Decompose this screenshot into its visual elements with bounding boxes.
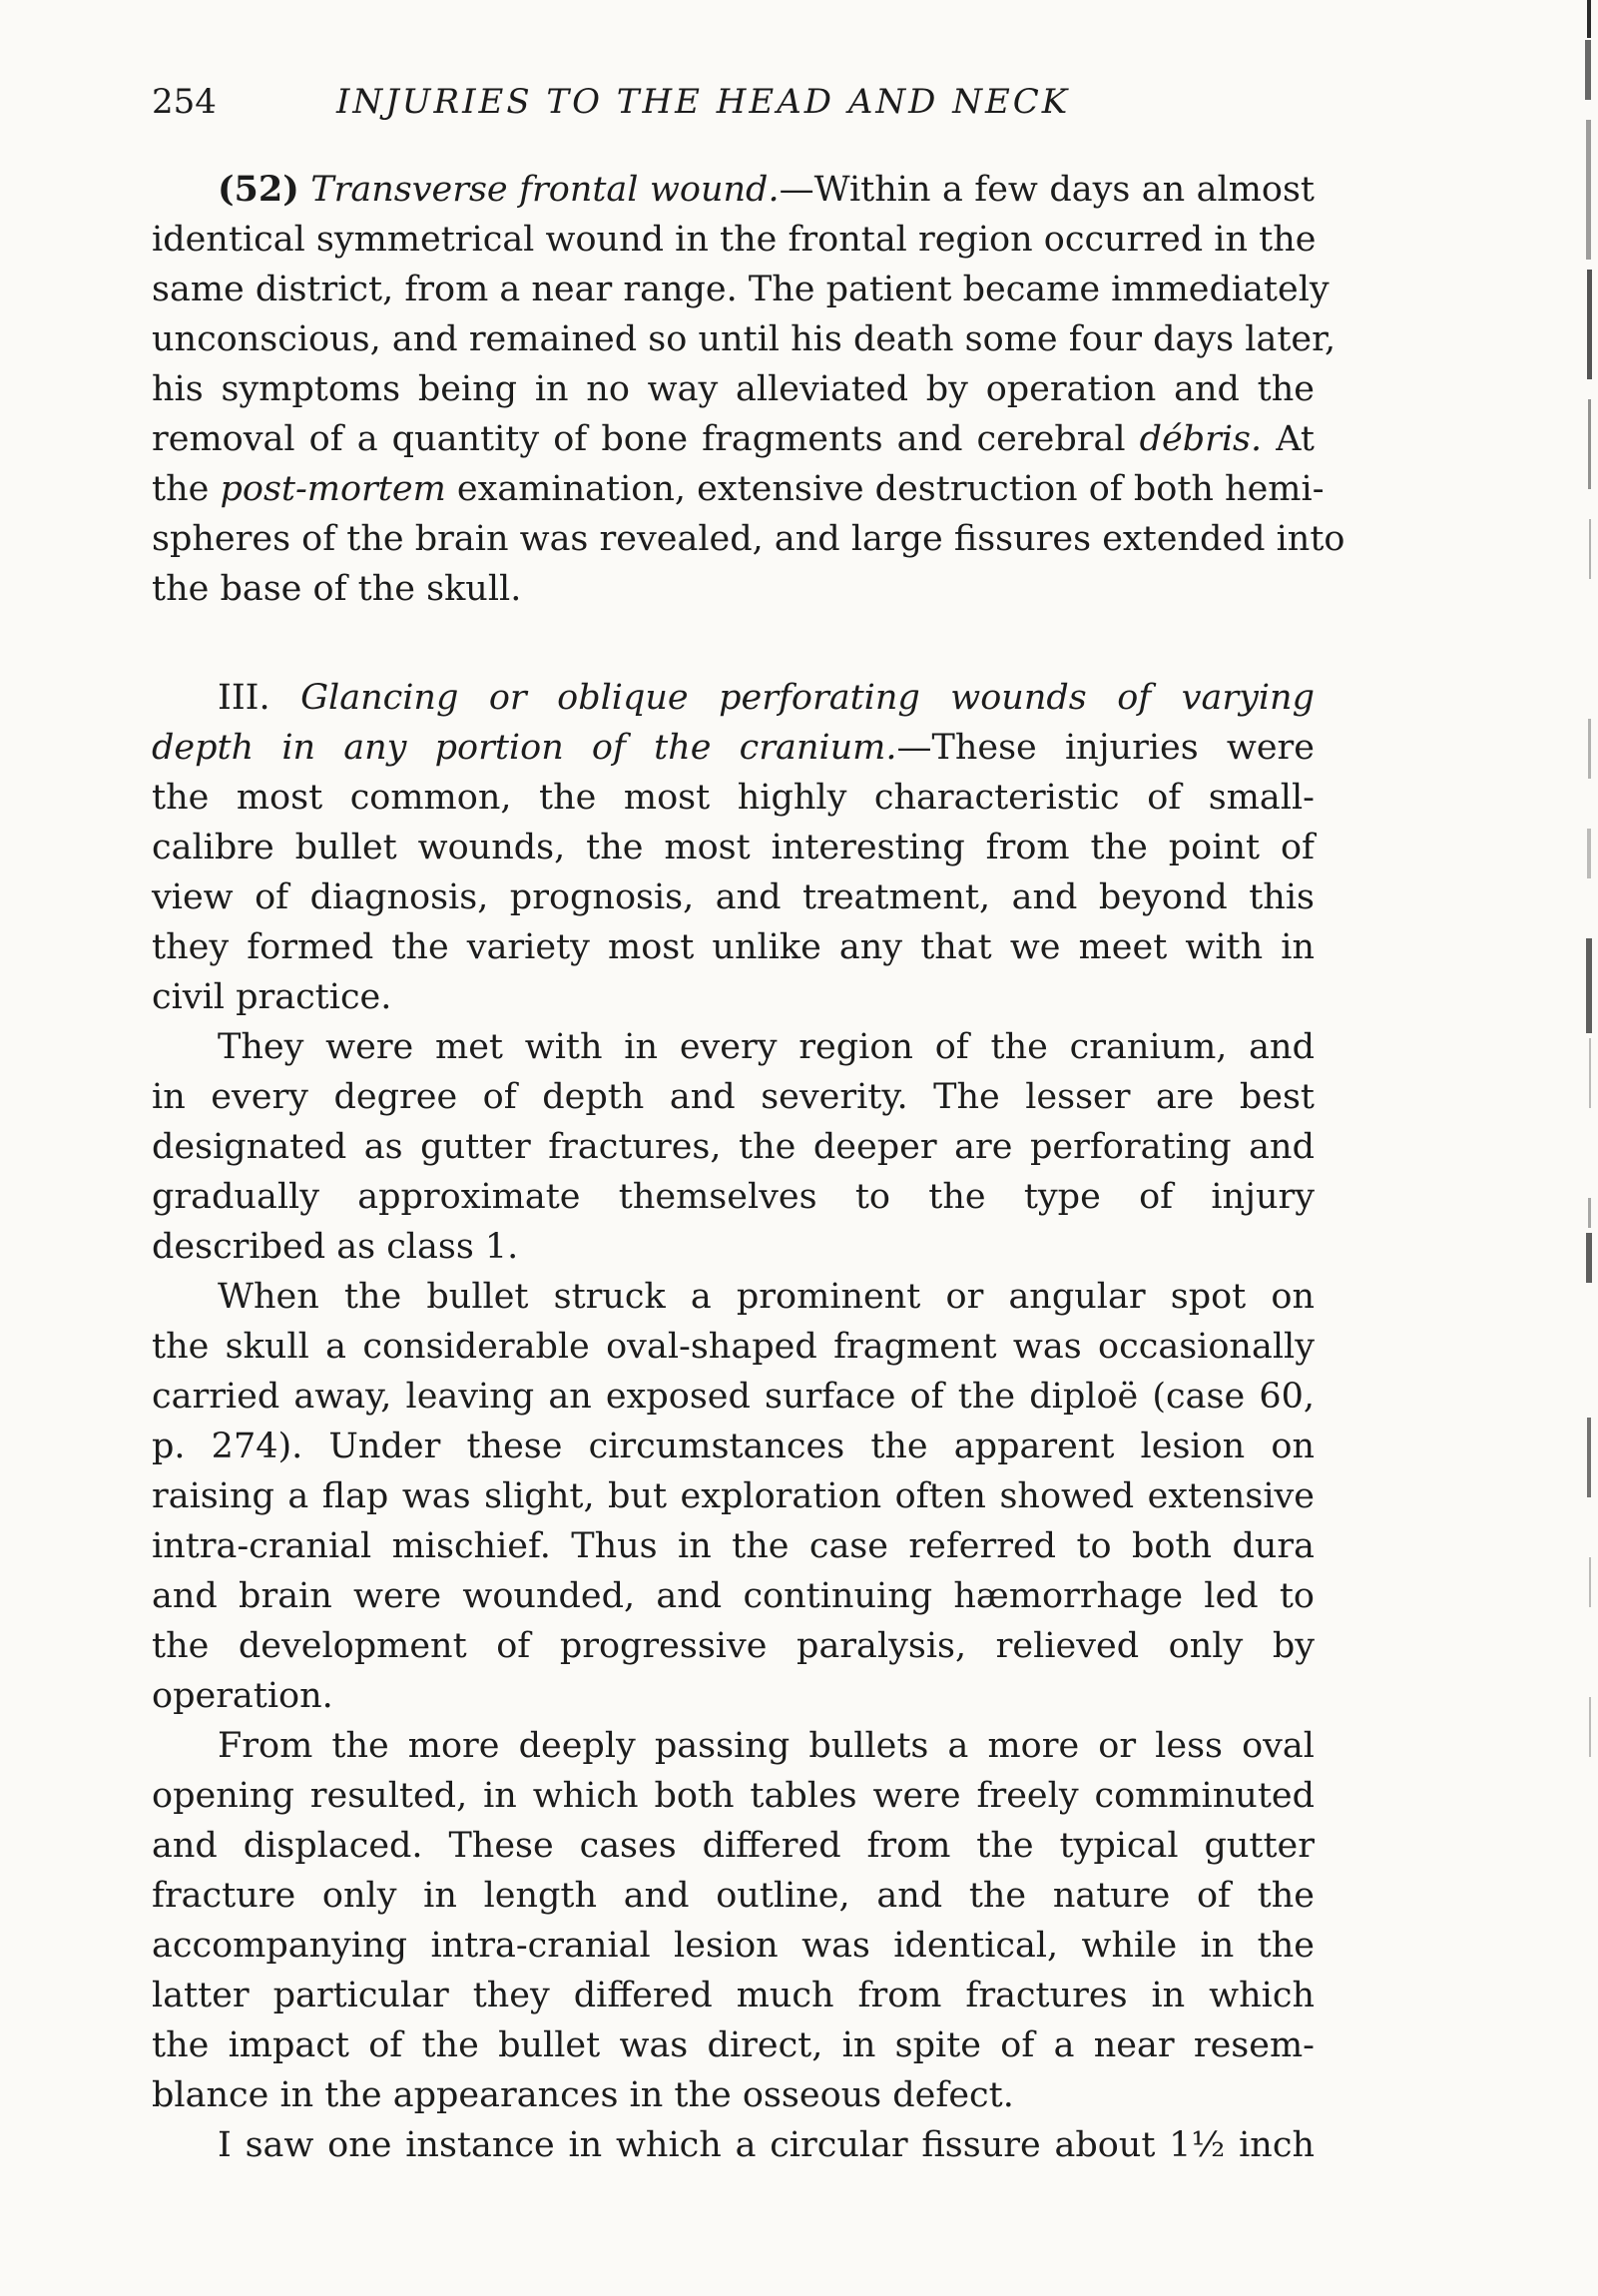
text-line: I saw one instance in which a circular fissure about 1½ inch [218, 2125, 1315, 2165]
text-line: depth in any portion of the cranium.—These injuries were [152, 728, 1316, 768]
scan-edge-marks [1569, 0, 1598, 2296]
case-title: Transverse frontal wound. [310, 170, 780, 210]
text-line: p. 274). Under these circumstances the apparent lesion on [152, 1427, 1315, 1466]
text-line: identical symmetrical wound in the frontal region occurred in the [152, 220, 1317, 260]
running-title: INJURIES TO THE HEAD AND NECK [336, 82, 1071, 122]
page-number: 254 [152, 82, 217, 122]
text-line: designated as gutter fractures, the deeper are perforating and [152, 1127, 1315, 1167]
text-line: view of diagnosis, prognosis, and treatment, and beyond this [152, 877, 1315, 917]
text-line: in every degree of depth and severity. The lesser are best [152, 1077, 1315, 1117]
text-line: accompanying intra-cranial lesion was identical, while in the [152, 1926, 1315, 1966]
text-line: When the bullet struck a prominent or angular spot on [218, 1277, 1315, 1317]
text-line: opening resulted, in which both tables were freely comminuted [152, 1776, 1315, 1816]
body-text [152, 165, 1345, 2170]
text-line: the development of progressive paralysis, relieved only by [152, 1626, 1315, 1666]
text-line: carried away, leaving an exposed surface of the diploë (case 60, [152, 1377, 1315, 1417]
text-line: civil practice. [152, 977, 392, 1017]
text-line: intra-cranial mischief. Thus in the case referred to both dura [152, 1526, 1315, 1566]
text-line: and brain were wounded, and continuing hæmorrhage led to [152, 1576, 1315, 1616]
text-line: gradually approximate themselves to the type of injury [152, 1177, 1315, 1217]
text-line: calibre bullet wounds, the most interesting from the point of [152, 828, 1315, 867]
text-line: the base of the skull. [152, 569, 522, 609]
text-line: same district, from a near range. The patient became immediately [152, 270, 1330, 309]
text-line: blance in the appearances in the osseous defect. [152, 2075, 1014, 2115]
text-line: (52) Transverse frontal wound.—Within a few days an almost [218, 169, 1315, 210]
text-line: described as class 1. [152, 1227, 519, 1267]
text-line: raising a flap was slight, but exploration often showed extensive [152, 1476, 1315, 1516]
text-line: the post-mortem examination, extensive destruction of both hemi- [152, 469, 1325, 509]
text-line: the most common, the most highly characteristic of small- [152, 778, 1315, 818]
text-line: latter particular they differed much from fractures in which [152, 1976, 1315, 2015]
text-line: operation. [152, 1676, 333, 1716]
page-header [152, 82, 1315, 132]
text-line: his symptoms being in no way alleviated by operation and the [152, 369, 1315, 409]
text-line: they formed the variety most unlike any that we meet with in [152, 927, 1315, 967]
text-line: fracture only in length and outline, and the nature of the [152, 1876, 1315, 1916]
text-line: the skull a considerable oval-shaped fragment was occasionally [152, 1327, 1315, 1367]
text-line: and displaced. These cases differed from the typical gutter [152, 1826, 1315, 1866]
text-line: the impact of the bullet was direct, in spite of a near resem- [152, 2025, 1315, 2065]
section-number: III. [218, 678, 270, 718]
section-heading-line: III. Glancing or oblique perforating wounds of varying [218, 678, 1315, 718]
text-line: They were met with in every region of the cranium, and [218, 1027, 1315, 1067]
text-line: spheres of the brain was revealed, and large fissures extended into [152, 519, 1345, 559]
case-number: (52) [218, 169, 299, 210]
text-line: unconscious, and remained so until his death some four days later, [152, 319, 1336, 359]
text-line: From the more deeply passing bullets a more or less oval [218, 1726, 1315, 1766]
text-line: removal of a quantity of bone fragments and cerebral débris. At [152, 419, 1315, 459]
